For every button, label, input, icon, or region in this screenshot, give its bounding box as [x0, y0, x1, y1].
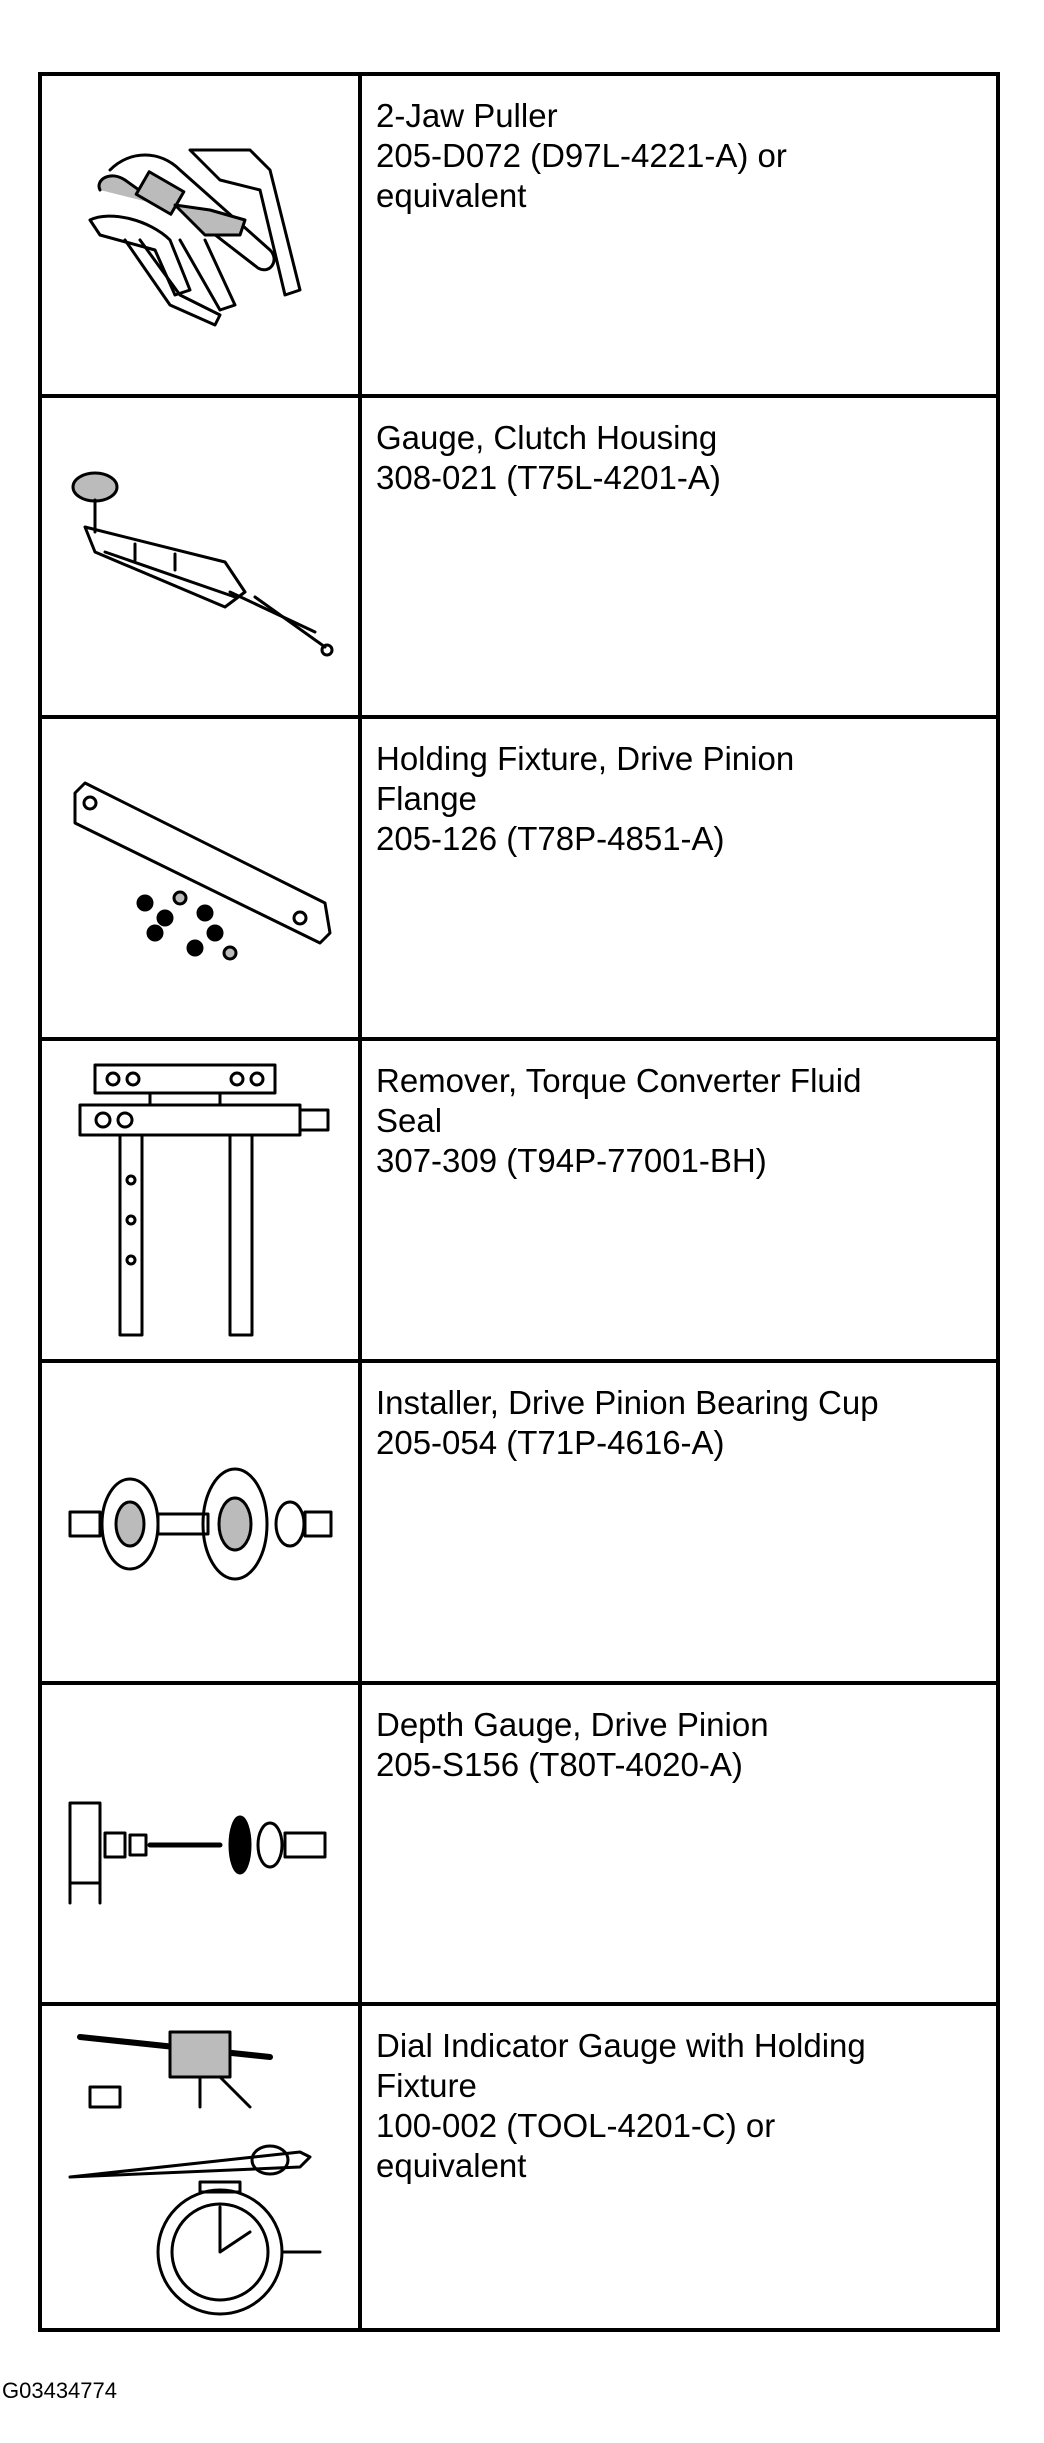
tool-description: [362, 1041, 996, 1363]
tool-image-cell: [42, 2006, 362, 2328]
tool-number: 205-054 (T71P-4616-A): [376, 1423, 725, 1461]
dial-indicator-icon: [50, 2017, 350, 2317]
tool-description: [362, 398, 996, 720]
tool-image-cell: [42, 1041, 362, 1363]
tool-description: [362, 1363, 996, 1685]
tool-description: [362, 719, 996, 1041]
two-jaw-puller-icon: [70, 110, 330, 360]
tool-name: Remover, Torque Converter Fluid Seal: [376, 1062, 862, 1140]
tool-image-cell: [42, 76, 362, 398]
tool-name: Dial Indicator Gauge with Holding Fixture: [376, 2027, 866, 2105]
tool-image-cell: [42, 1363, 362, 1685]
tool-image-cell: [42, 398, 362, 720]
tool-image-cell: [42, 719, 362, 1041]
bearing-cup-installer-icon: [50, 1442, 350, 1602]
tool-number: 307-309 (T94P-77001-BH): [376, 1142, 767, 1180]
seal-remover-icon: [55, 1050, 345, 1350]
tool-number: 308-021 (T75L-4201-A): [376, 458, 721, 496]
special-tools-table: [38, 72, 1000, 2332]
tool-description: [362, 2006, 996, 2328]
figure-code: G03434774: [2, 2378, 117, 2403]
tool-number: 205-126 (T78P-4851-A): [376, 820, 725, 858]
tool-number: 100-002 (TOOL-4201-C) or equivalent: [376, 2107, 776, 2185]
tool-name: Depth Gauge, Drive Pinion: [376, 1705, 769, 1743]
tool-name: Installer, Drive Pinion Bearing Cup: [376, 1383, 879, 1421]
tool-image-cell: [42, 1685, 362, 2007]
pinion-holding-fixture-icon: [55, 753, 345, 1003]
tool-name: 2-Jaw Puller: [376, 97, 558, 134]
tool-description: [362, 76, 996, 398]
tool-name: Holding Fixture, Drive Pinion Flange: [376, 740, 795, 818]
pinion-depth-gauge-icon: [50, 1763, 350, 1923]
tool-number: 205-S156 (T80T-4020-A): [376, 1745, 743, 1783]
tool-name: Gauge, Clutch Housing: [376, 418, 718, 456]
tool-number: 205-D072 (D97L-4221-A) or equivalent: [376, 137, 787, 214]
tool-description: [362, 1685, 996, 2007]
clutch-housing-gauge-icon: [55, 432, 345, 682]
